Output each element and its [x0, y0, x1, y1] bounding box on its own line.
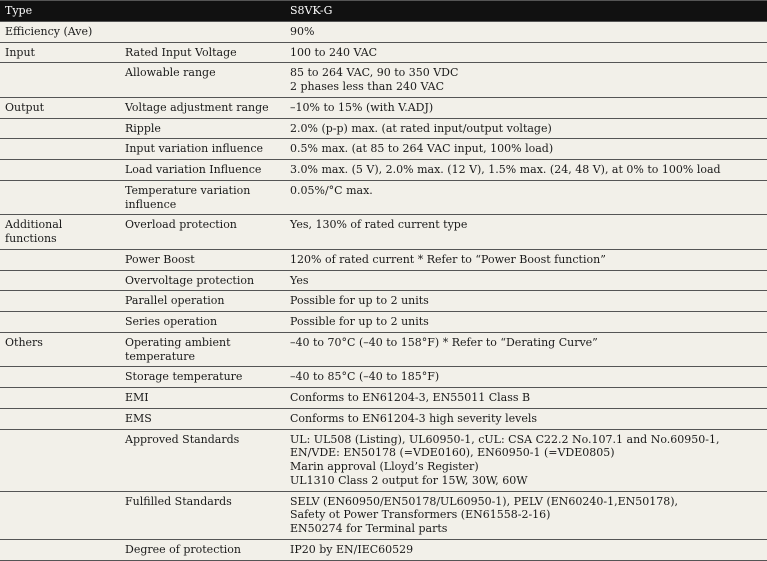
table-header-row: [0, 1, 767, 22]
row-category: [0, 63, 120, 98]
row-value-line: Possible for up to 2 units: [290, 315, 429, 328]
row-subcategory: EMS: [120, 408, 285, 429]
row-value: [285, 491, 767, 539]
table-row: [0, 332, 767, 367]
row-value: [285, 367, 767, 388]
row-subcategory: Degree of protection: [120, 539, 285, 560]
row-value-line: 0.05%/°C max.: [290, 183, 373, 197]
row-value-line: 0.5% max. (at 85 to 264 VAC input, 100% load): [290, 142, 554, 156]
row-category: Input: [0, 42, 120, 63]
row-value: [285, 21, 767, 42]
row-subcategory: Rated Input Voltage: [120, 42, 285, 63]
table-row: [0, 312, 767, 333]
table-row: [0, 215, 767, 250]
table-row: [0, 270, 767, 291]
row-category: Output: [0, 97, 120, 118]
row-category: [0, 180, 120, 215]
row-value-line: –40 to 70°C (–40 to 158°F) * Refer to “Derating Curve”: [290, 335, 598, 349]
row-category: [0, 312, 120, 333]
table-row: [0, 388, 767, 409]
row-value-line: 2.0% (p-p) max. (at rated input/output voltage): [290, 121, 552, 135]
row-value: [285, 97, 767, 118]
table-row: [0, 367, 767, 388]
row-value: [285, 539, 767, 560]
row-value-line: Conforms to EN61204-3 high severity levels: [290, 411, 537, 425]
row-subcategory: Parallel operation: [120, 291, 285, 312]
row-subcategory: Input variation influence: [120, 139, 285, 160]
row-value: [285, 180, 767, 215]
row-category: [0, 429, 120, 491]
row-category: [0, 367, 120, 388]
row-value-line: UL1310 Class 2 output for 15W, 30W, 60W: [290, 473, 528, 487]
row-value: [285, 42, 767, 63]
row-category: [0, 539, 120, 560]
row-subcategory: Overvoltage protection: [120, 270, 285, 291]
table-row: [0, 42, 767, 63]
table-row: [0, 139, 767, 160]
row-category: Efficiency (Ave): [0, 21, 285, 42]
row-value-line: Yes: [290, 273, 309, 287]
table-row: [0, 118, 767, 139]
row-value-line: UL: UL508 (Listing), UL60950-1, cUL: CSA C22.2 No.107.1 and No.60950-1,: [290, 432, 720, 446]
row-value-line: EN/VDE: EN50178 (=VDE0160), EN60950-1 (=VDE0805): [290, 446, 615, 460]
row-subcategory: Allowable range: [120, 63, 285, 98]
row-category: [0, 491, 120, 539]
row-subcategory: Series operation: [120, 312, 285, 333]
row-value-line: IP20 by EN/IEC60529: [290, 542, 414, 556]
row-value-line: 90%: [290, 24, 315, 38]
row-value: [285, 270, 767, 291]
row-subcategory: EMI: [120, 388, 285, 409]
row-value-line: Marin approval (Lloyd’s Register): [290, 460, 479, 473]
table-row: [0, 63, 767, 98]
row-category: [0, 139, 120, 160]
row-category: [0, 388, 120, 409]
row-value: [285, 249, 767, 270]
row-category: [0, 291, 120, 312]
row-value: [285, 312, 767, 333]
row-value-line: Yes, 130% of rated current type: [290, 218, 468, 232]
row-value: [285, 332, 767, 367]
row-category: [0, 118, 120, 139]
row-category: Additional functions: [0, 215, 120, 250]
row-value-line: 3.0% max. (5 V), 2.0% max. (12 V), 1.5% max. (24, 48 V), at 0% to 100% load: [290, 163, 721, 176]
header-model-label: S8VK-G: [285, 1, 767, 22]
row-value: [285, 160, 767, 181]
table-body: [0, 1, 767, 561]
row-value-line: 85 to 264 VAC, 90 to 350 VDC: [290, 66, 459, 80]
table-row: [0, 249, 767, 270]
row-category: [0, 160, 120, 181]
row-subcategory: Ripple: [120, 118, 285, 139]
row-category: [0, 270, 120, 291]
row-value-line: Conforms to EN61204-3, EN55011 Class B: [290, 391, 531, 404]
row-value: [285, 291, 767, 312]
row-value-line: 120% of rated current * Refer to “Power Boost function”: [290, 252, 606, 266]
header-type-label: Type: [0, 1, 285, 22]
table-row: [0, 539, 767, 560]
row-subcategory: Fulfilled Standards: [120, 491, 285, 539]
row-value-line: –10% to 15% (with V.ADJ): [290, 100, 434, 114]
table-row: [0, 21, 767, 42]
row-value-line: –40 to 85°C (–40 to 185°F): [290, 370, 440, 384]
row-subcategory: Load variation Influence: [120, 160, 285, 181]
table-row: [0, 408, 767, 429]
row-value-line: SELV (EN60950/EN50178/UL60950-1), PELV (EN60240-1,EN50178),: [290, 494, 679, 508]
row-value-line: 2 phases less than 240 VAC: [290, 80, 444, 93]
row-subcategory: Temperature variation influence: [120, 180, 285, 215]
row-value-line: EN50274 for Terminal parts: [290, 522, 448, 535]
row-value: [285, 388, 767, 409]
row-category: [0, 249, 120, 270]
table-row: [0, 180, 767, 215]
row-subcategory: Power Boost: [120, 249, 285, 270]
row-subcategory: Storage temperature: [120, 367, 285, 388]
row-subcategory: Operating ambient temperature: [120, 332, 285, 367]
row-subcategory: Voltage adjustment range: [120, 97, 285, 118]
row-value-line: Possible for up to 2 units: [290, 294, 429, 308]
table-row: [0, 291, 767, 312]
row-value: [285, 63, 767, 98]
row-value: [285, 408, 767, 429]
row-subcategory: Approved Standards: [120, 429, 285, 491]
table-row: [0, 160, 767, 181]
row-value: [285, 429, 767, 491]
table-row: [0, 429, 767, 491]
row-category: Others: [0, 332, 120, 367]
row-value: [285, 215, 767, 250]
table-row: [0, 97, 767, 118]
row-value-line: 100 to 240 VAC: [290, 45, 378, 59]
row-value-line: Safety ot Power Transformers (EN61558-2-16): [290, 508, 551, 522]
row-category: [0, 408, 120, 429]
row-subcategory: Overload protection: [120, 215, 285, 250]
row-value: [285, 118, 767, 139]
row-value: [285, 139, 767, 160]
table-row: [0, 491, 767, 539]
